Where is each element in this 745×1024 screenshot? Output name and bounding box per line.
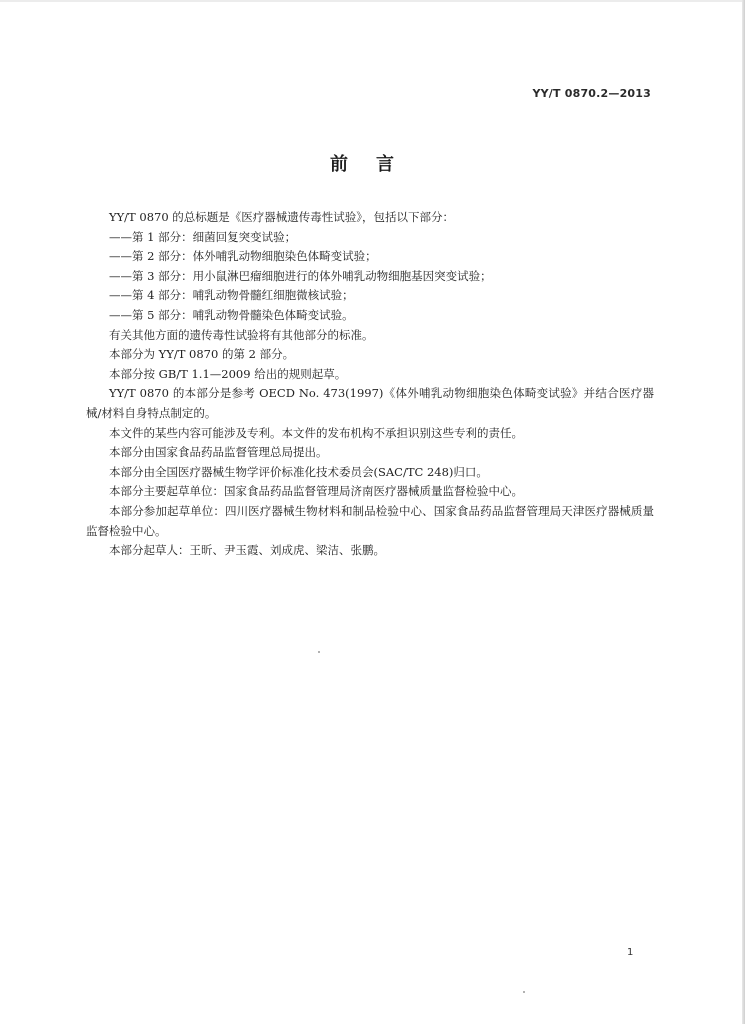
paragraph-participating-drafters: 本部分参加起草单位：四川医疗器械生物材料和制品检验中心、国家食品药品监督管理局天津医疗器械质量监督检验中心。 xyxy=(86,503,654,538)
paragraph-centralized-by: 本部分由全国医疗器械生物学评价标准化技术委员会(SAC/TC 248)归口。 xyxy=(109,464,488,479)
document-code: YY/T 0870.2—2013 xyxy=(532,87,651,100)
paragraph-main-drafter: 本部分主要起草单位：国家食品药品监督管理局济南医疗器械质量监督检验中心。 xyxy=(109,484,523,499)
paragraph-title-intro: YY/T 0870 的总标题是《医疗器械遗传毒性试验》，包括以下部分： xyxy=(109,210,455,224)
page-title: 前言 xyxy=(330,154,422,175)
paragraph-drafting-persons: 本部分起草人：王昕、尹玉霞、刘成虎、梁洁、张鹏。 xyxy=(109,543,385,558)
paragraph-patent-notice: 本文件的某些内容可能涉及专利。本文件的发布机构不承担识别这些专利的责任。 xyxy=(109,425,523,440)
list-item-part-3: ——第 3 部分：用小鼠淋巴瘤细胞进行的体外哺乳动物细胞基因突变试验； xyxy=(109,268,492,283)
list-item-part-4: ——第 4 部分：哺乳动物骨髓红细胞微核试验； xyxy=(109,288,354,303)
page-number: 1 xyxy=(627,947,634,958)
paragraph-reference: YY/T 0870 的本部分是参考 OECD No. 473(1997)《体外哺乳动物细胞染色体畸变试验》并结合医疗器械/材料自身特点制定的。 xyxy=(86,386,654,420)
scan-speck xyxy=(318,651,320,653)
list-item-part-2: ——第 2 部分：体外哺乳动物细胞染色体畸变试验； xyxy=(109,249,377,264)
paragraph-other-parts: 有关其他方面的遗传毒性试验将有其他部分的标准。 xyxy=(109,327,374,342)
paragraph-proposed-by: 本部分由国家食品药品监督管理总局提出。 xyxy=(109,445,328,460)
paragraph-part-number: 本部分为 YY/T 0870 的第 2 部分。 xyxy=(109,347,295,362)
list-item-part-5: ——第 5 部分：哺乳动物骨髓染色体畸变试验。 xyxy=(109,307,354,322)
scan-speck xyxy=(523,991,525,993)
list-item-part-1: ——第 1 部分：细菌回复突变试验； xyxy=(109,229,297,244)
paragraph-drafting-rules: 本部分按 GB/T 1.1—2009 给出的规则起草。 xyxy=(109,366,347,381)
scan-top-edge xyxy=(0,0,745,2)
foreword-body xyxy=(86,208,654,561)
